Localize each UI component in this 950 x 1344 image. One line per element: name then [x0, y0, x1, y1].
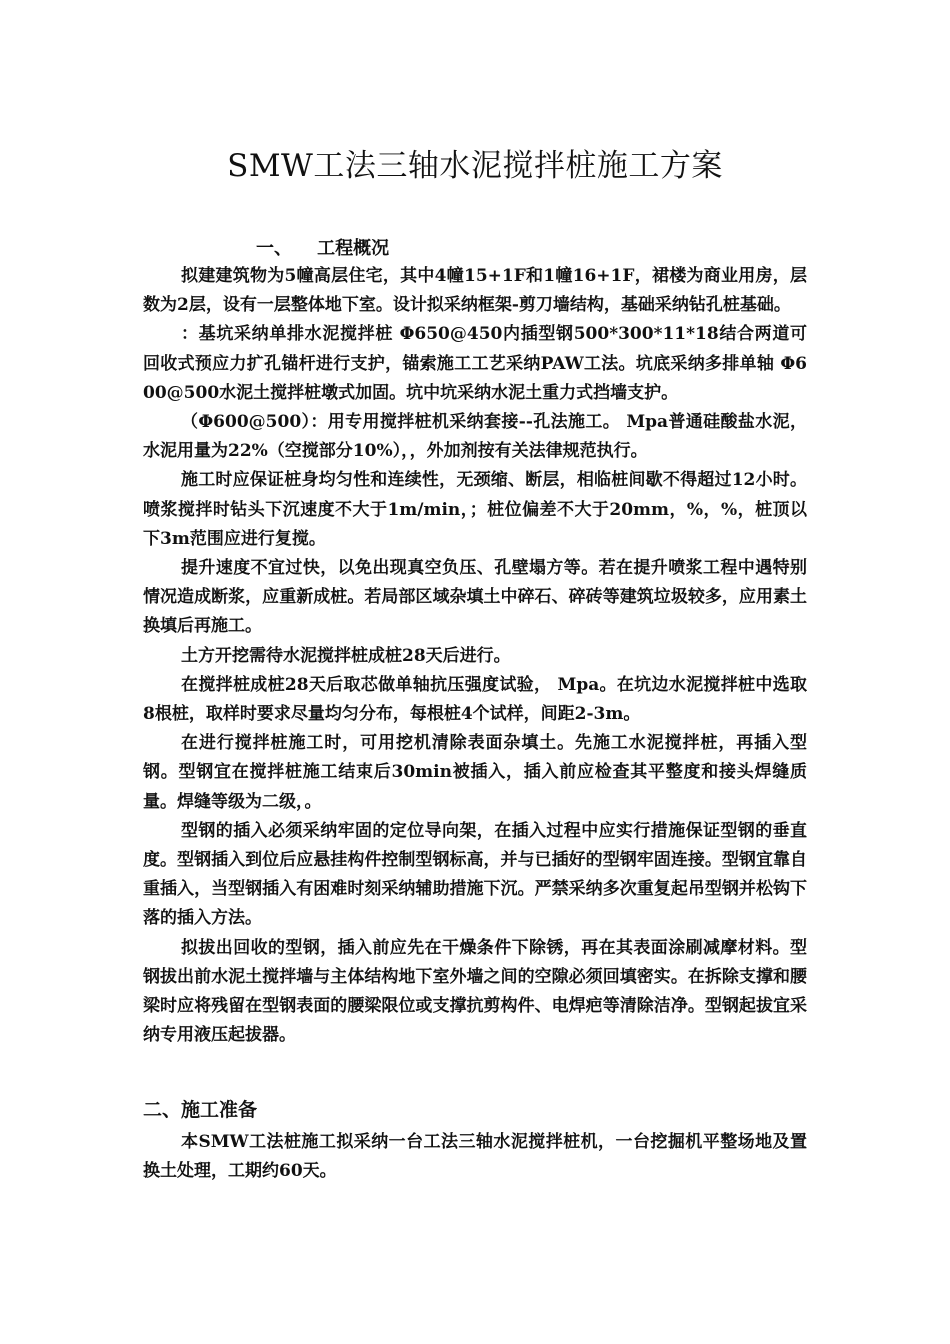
paragraph: 提升速度不宜过快，以免出现真空负压、孔壁塌方等。若在提升喷浆工程中遇特别情况造成断浆，应重新成桩。若局部区域杂填土中碎石、碎砖等建筑垃圾较多，应用素土换填后再施工。: [143, 558, 807, 637]
section-construction-preparation: [143, 1128, 807, 1186]
document-title: SMW工法三轴水泥搅拌桩施工方案: [227, 148, 723, 184]
paragraph: 本SMW工法桩施工拟采纳一台工法三轴水泥搅拌桩机，一台挖掘机平整场地及置换土处理，工期约60天。: [143, 1132, 807, 1182]
paragraph: 在进行搅拌桩施工时，可用挖机清除表面杂填土。先施工水泥搅拌桩，再插入型钢。型钢宜在搅拌桩施工结束后30min被插入，插入前应检查其平整度和接头焊缝质量。焊缝等级为二级，。: [143, 733, 807, 812]
paragraph: 型钢的插入必须采纳牢固的定位导向架，在插入过程中应实行措施保证型钢的垂直度。型钢插入到位后应悬挂构件控制型钢标高，并与已插好的型钢牢固连接。型钢宜靠自重插入，当型钢插入有困难时刻采纳辅助措施下沉。严禁采纳多次重复起吊型钢并松钩下落的插入方法。: [143, 820, 807, 929]
paragraph: ：基坑采纳单排水泥搅拌桩 Φ650@450内插型钢500*300*11*18结合两道可回收式预应力扩孔锚杆进行支护，锚索施工工艺采纳PAW工法。坑底采纳多排单轴 Φ600@500水泥土搅拌桩墩式加固。坑中坑采纳水泥土重力式挡墙支护。: [143, 324, 807, 403]
paragraph: 施工时应保证桩身均匀性和连续性，无颈缩、断层，相临桩间歇不得超过12小时。喷浆搅拌时钻头下沉速度不大于1m/min，；桩位偏差不大于20mm，%，%，桩顶以下3m范围应进行复搅。: [143, 470, 807, 549]
section-project-overview: [143, 236, 807, 1050]
paragraph: 拟拔出回收的型钢，插入前应先在干燥条件下除锈，再在其表面涂刷减摩材料。型钢拔出前水泥土搅拌墙与主体结构地下室外墙之间的空隙必须回填密实。在拆除支撑和腰梁时应将残留在型钢表面的腰梁限位或支撑抗剪构件、电焊疤等清除洁净。型钢起拔宜采纳专用液压起拔器。: [143, 937, 807, 1046]
paragraph: 土方开挖需待水泥搅拌桩成桩28天后进行。: [181, 645, 511, 666]
section-heading-construction-preparation: 二、施工准备: [143, 1099, 258, 1121]
paragraph: （Φ600@500）：用专用搅拌桩机采纳套接--孔法施工。 Mpa普通硅酸盐水泥，水泥用量为22%（空搅部分10%），，外加剂按有关法律规范执行。: [143, 412, 807, 462]
paragraph: 拟建建筑物为5幢高层住宅，其中4幢15+1F和1幢16+1F，裙楼为商业用房，层数为2层，设有一层整体地下室。设计拟采纳框架-剪刀墙结构，基础采纳钻孔桩基础。: [143, 266, 807, 316]
paragraph: 在搅拌桩成桩28天后取芯做单轴抗压强度试验， Mpa。在坑边水泥搅拌桩中选取8根桩，取样时要求尽量均匀分布，每根桩4个试样，间距2-3m。: [143, 674, 807, 725]
section-heading-project-overview: 一、 工程概况: [256, 238, 390, 259]
